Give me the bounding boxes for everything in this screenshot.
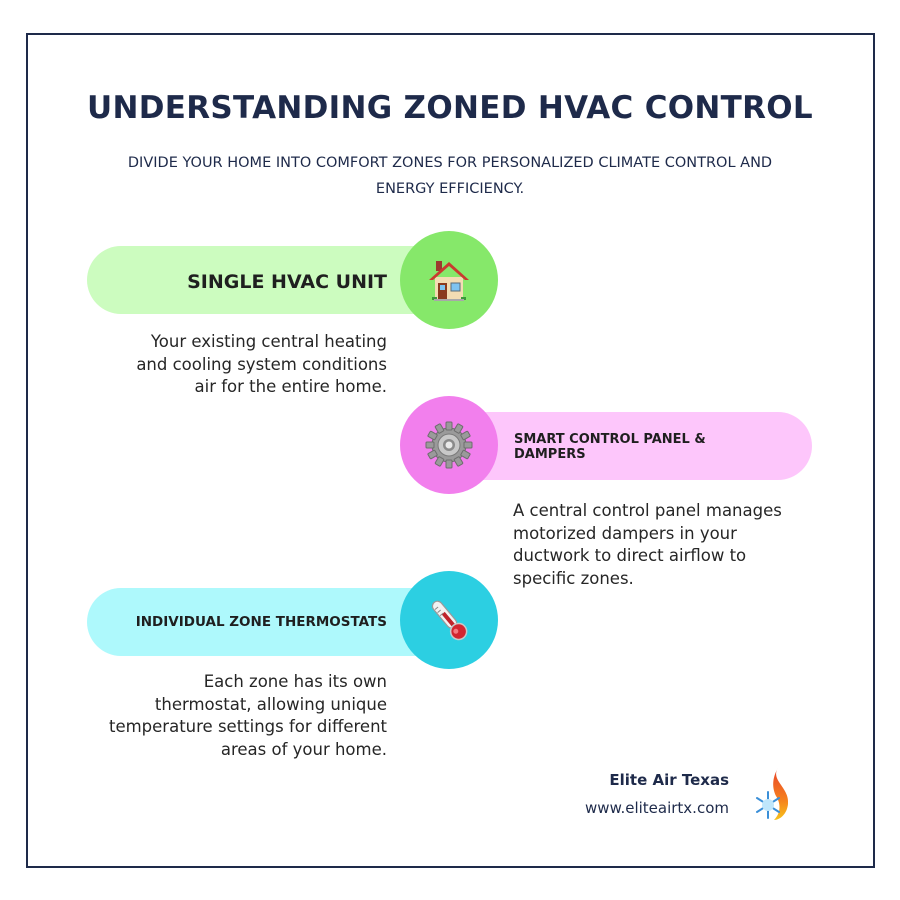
page-title: UNDERSTANDING ZONED HVAC CONTROL xyxy=(87,90,813,126)
snowflake-flame-logo-icon xyxy=(750,766,800,826)
step-2-title: SMART CONTROL PANEL & DAMPERS xyxy=(514,432,706,462)
page-subtitle xyxy=(90,150,810,202)
brand-name: Elite Air Texas xyxy=(609,771,729,789)
step-1-icon-circle xyxy=(400,231,498,329)
step-3-icon-circle xyxy=(400,571,498,669)
subtitle-line-1: DIVIDE YOUR HOME INTO COMFORT ZONES FOR PERSONALIZED CLIMATE CONTROL AND xyxy=(127,155,773,171)
brand-website-link[interactable]: www.eliteairtx.com xyxy=(585,799,729,817)
step-2-icon-circle xyxy=(400,396,498,494)
subtitle-line-2: ENERGY EFFICIENCY. xyxy=(375,181,525,197)
step-3-description: Each zone has its own thermostat, allowing unique temperature settings for different areas of your home. xyxy=(108,672,387,759)
step-3-title: INDIVIDUAL ZONE THERMOSTATS xyxy=(135,614,387,630)
step-1-title: SINGLE HVAC UNIT xyxy=(187,271,387,293)
house-icon xyxy=(424,255,474,305)
step-2-description: A central control panel manages motorized dampers in your ductwork to direct airflow to specific zones. xyxy=(513,501,782,588)
thermometer-icon xyxy=(422,593,476,647)
gear-icon xyxy=(423,419,475,471)
step-1-description: Your existing central heating and cooling system conditions air for the entire home. xyxy=(136,332,387,396)
